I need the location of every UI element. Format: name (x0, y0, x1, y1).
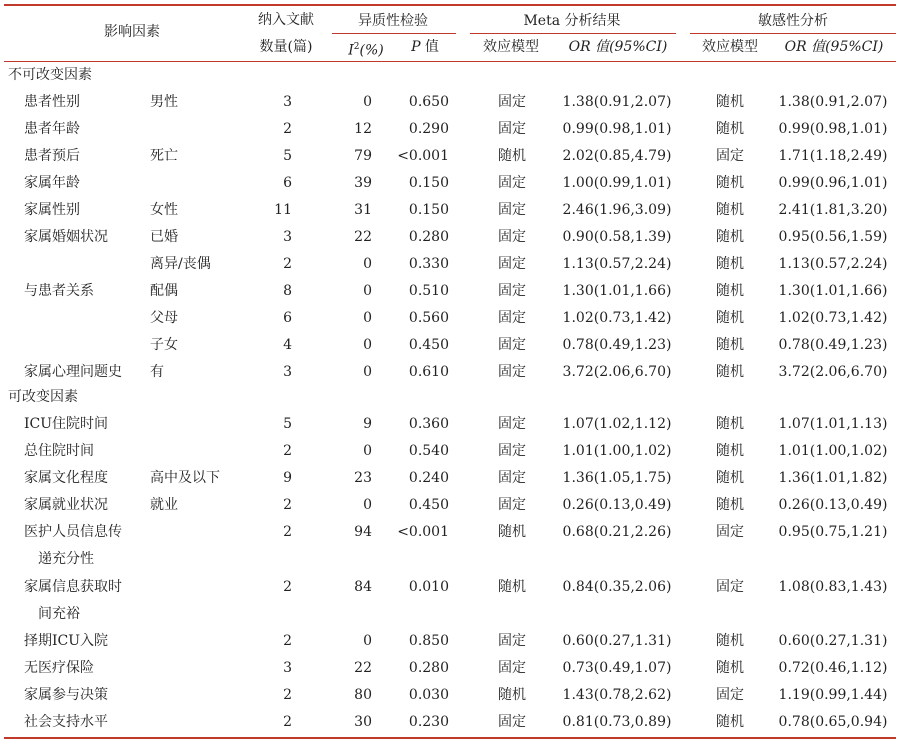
sens-model: 随机 (716, 497, 744, 513)
sens-model: 随机 (716, 714, 744, 730)
i2-value: 84 (354, 579, 372, 595)
header-factor: 影响因素 (104, 24, 160, 40)
subgroup: 已婚 (150, 229, 178, 245)
study-count: 2 (283, 633, 292, 649)
factor-name: ICU住院时间 (24, 416, 109, 432)
meta-or: 0.90(0.58,1.39) (562, 229, 672, 245)
i2-value: 80 (354, 687, 372, 703)
study-count: 6 (283, 175, 292, 191)
factor-name: 家属信息获取时 (24, 579, 122, 595)
meta-or: 1.30(1.01,1.66) (562, 283, 672, 299)
sens-or: 1.30(1.01,1.66) (778, 283, 888, 299)
sens-or: 1.01(1.00,1.02) (778, 443, 888, 459)
meta-underline (470, 33, 676, 34)
subgroup: 子女 (150, 337, 178, 353)
i2-value: 30 (354, 714, 372, 730)
sens-or: 0.95(0.75,1.21) (778, 524, 888, 540)
meta-or: 1.07(1.02,1.12) (562, 416, 672, 432)
meta-or: 0.60(0.27,1.31) (562, 633, 672, 649)
sens-or: 0.99(0.98,1.01) (778, 121, 888, 137)
bottom-rule (4, 737, 896, 739)
sens-model: 固定 (716, 524, 744, 540)
top-rule (4, 4, 896, 6)
sens-model: 随机 (716, 633, 744, 649)
header-i2 (348, 37, 384, 61)
p-value: 0.280 (408, 660, 449, 676)
subgroup: 男性 (150, 94, 178, 110)
factor-name: 患者预后 (24, 148, 80, 164)
meta-model: 固定 (498, 337, 526, 353)
meta-model: 固定 (498, 229, 526, 245)
i2-value: 0 (363, 256, 372, 272)
meta-model: 固定 (498, 121, 526, 137)
sens-or: 2.41(1.81,3.20) (778, 202, 888, 218)
meta-or: 1.43(0.78,2.62) (562, 687, 672, 703)
meta-model: 固定 (498, 175, 526, 191)
header-or-meta-rest: 值(95%CI) (590, 39, 668, 55)
meta-or: 0.26(0.13,0.49) (562, 497, 672, 513)
sens-or: 0.78(0.49,1.23) (778, 337, 888, 353)
i2-value: 22 (354, 229, 372, 245)
p-value: 0.540 (408, 443, 449, 459)
study-count: 2 (283, 579, 292, 595)
factor-name: 家属婚姻状况 (24, 229, 108, 245)
sens-model: 随机 (716, 202, 744, 218)
sens-model: 随机 (716, 229, 744, 245)
meta-model: 固定 (498, 633, 526, 649)
sens-or: 1.71(1.18,2.49) (778, 148, 888, 164)
meta-or: 2.46(1.96,3.09) (562, 202, 672, 218)
factor-name: 无医疗保险 (24, 660, 94, 676)
meta-model: 固定 (498, 714, 526, 730)
subgroup: 父母 (150, 310, 178, 326)
header-i2-unit: (%) (359, 42, 384, 59)
sens-or: 0.78(0.65,0.94) (778, 714, 888, 730)
meta-or: 0.99(0.98,1.01) (562, 121, 672, 137)
sens-or: 1.08(0.83,1.43) (778, 579, 888, 595)
meta-or: 2.02(0.85,4.79) (562, 148, 672, 164)
meta-model: 固定 (498, 443, 526, 459)
header-sens: 敏感性分析 (758, 13, 828, 29)
study-count: 5 (283, 416, 292, 432)
meta-or: 3.72(2.06,6.70) (562, 364, 672, 380)
p-value: 0.560 (408, 310, 449, 326)
group-label-nonmodifiable: 不可改变因素 (8, 67, 92, 83)
subgroup: 就业 (150, 497, 178, 513)
sens-model: 随机 (716, 470, 744, 486)
factor-name: 家属年龄 (24, 175, 80, 191)
sens-model: 随机 (716, 337, 744, 353)
factor-name-continued: 间充裕 (38, 606, 80, 622)
meta-or: 1.02(0.73,1.42) (562, 310, 672, 326)
study-count: 3 (283, 364, 292, 380)
subgroup: 离异/丧偶 (150, 256, 211, 272)
header-or-meta (569, 37, 668, 57)
sens-model: 随机 (716, 416, 744, 432)
meta-model: 固定 (498, 202, 526, 218)
hetero-underline (332, 33, 456, 34)
i2-value: 0 (363, 283, 372, 299)
study-count: 2 (283, 687, 292, 703)
header-i2-sup: 2 (353, 42, 360, 52)
sens-model: 随机 (716, 121, 744, 137)
meta-or: 0.68(0.21,2.26) (562, 524, 672, 540)
p-value: 0.610 (408, 364, 449, 380)
sens-or: 1.13(0.57,2.24) (778, 256, 888, 272)
meta-model: 固定 (498, 94, 526, 110)
sens-model: 固定 (716, 579, 744, 595)
sens-model: 随机 (716, 175, 744, 191)
study-count: 8 (283, 283, 292, 299)
study-count: 2 (283, 121, 292, 137)
i2-value: 22 (354, 660, 372, 676)
meta-or: 1.13(0.57,2.24) (562, 256, 672, 272)
p-value: 0.360 (408, 416, 449, 432)
meta-model: 固定 (498, 283, 526, 299)
p-value: <0.001 (397, 148, 449, 164)
factor-name: 家属文化程度 (24, 470, 108, 486)
subgroup: 女性 (150, 202, 178, 218)
i2-value: 0 (363, 94, 372, 110)
header-meta: Meta 分析结果 (523, 13, 621, 29)
meta-or: 1.00(0.99,1.01) (562, 175, 672, 191)
meta-or: 1.38(0.91,2.07) (562, 94, 672, 110)
factor-name: 社会支持水平 (24, 714, 108, 730)
meta-model: 随机 (498, 579, 526, 595)
header-rule (4, 61, 896, 62)
meta-or: 0.73(0.49,1.07) (562, 660, 672, 676)
sens-or: 0.72(0.46,1.12) (778, 660, 888, 676)
study-count: 3 (283, 660, 292, 676)
sens-or: 1.38(0.91,2.07) (778, 94, 888, 110)
p-value: 0.290 (408, 121, 449, 137)
sens-or: 0.95(0.56,1.59) (778, 229, 888, 245)
study-count: 2 (283, 497, 292, 513)
meta-model: 固定 (498, 310, 526, 326)
meta-model: 固定 (498, 470, 526, 486)
header-hetero: 异质性检验 (358, 13, 428, 29)
study-count: 3 (283, 94, 292, 110)
sens-or: 1.19(0.99,1.44) (778, 687, 888, 703)
meta-model: 固定 (498, 497, 526, 513)
sens-model: 随机 (716, 283, 744, 299)
sens-or: 1.36(1.01,1.82) (778, 470, 888, 486)
study-count: 3 (283, 229, 292, 245)
meta-or: 0.81(0.73,0.89) (562, 714, 672, 730)
sens-or: 1.02(0.73,1.42) (778, 310, 888, 326)
sens-model: 随机 (716, 256, 744, 272)
i2-value: 12 (354, 121, 372, 137)
header-n-lit-line2: 数量(篇) (259, 39, 313, 55)
study-count: 4 (283, 337, 292, 353)
factor-name: 患者性别 (24, 94, 80, 110)
i2-value: 0 (363, 364, 372, 380)
p-value: 0.280 (408, 229, 449, 245)
meta-model: 随机 (498, 524, 526, 540)
header-p-rest: 值 (420, 39, 439, 55)
sens-model: 随机 (716, 94, 744, 110)
study-count: 11 (274, 202, 292, 218)
header-n-lit-line1: 纳入文献 (258, 12, 314, 28)
sens-model: 随机 (716, 310, 744, 326)
i2-value: 39 (354, 175, 372, 191)
header-model-sens: 效应模型 (702, 39, 758, 55)
p-value: 0.150 (408, 175, 449, 191)
sens-or: 0.26(0.13,0.49) (778, 497, 888, 513)
p-value: 0.150 (408, 202, 449, 218)
i2-value: 23 (354, 470, 372, 486)
study-count: 9 (283, 470, 292, 486)
i2-value: 31 (354, 202, 372, 218)
i2-value: 0 (363, 497, 372, 513)
header-or-sens (785, 37, 884, 57)
i2-value: 0 (363, 310, 372, 326)
p-value: 0.240 (408, 470, 449, 486)
p-value: 0.330 (408, 256, 449, 272)
p-value: 0.010 (408, 579, 449, 595)
sens-model: 随机 (716, 660, 744, 676)
factor-name: 家属参与决策 (24, 687, 108, 703)
subgroup: 高中及以下 (150, 470, 220, 486)
header-or-sens-letter: OR (784, 39, 807, 55)
sens-or: 3.72(2.06,6.70) (778, 364, 888, 380)
sens-or: 0.99(0.96,1.01) (778, 175, 888, 191)
factor-name: 家属就业状况 (24, 497, 108, 513)
sens-underline (690, 33, 896, 34)
factor-name: 总住院时间 (24, 443, 94, 459)
p-value: 0.450 (408, 337, 449, 353)
p-value: 0.230 (408, 714, 449, 730)
sens-or: 1.07(1.01,1.13) (778, 416, 888, 432)
meta-model: 固定 (498, 416, 526, 432)
factor-name: 家属心理问题史 (24, 364, 122, 380)
i2-value: 0 (363, 633, 372, 649)
study-count: 5 (283, 148, 292, 164)
p-value: 0.450 (408, 497, 449, 513)
p-value: 0.510 (408, 283, 449, 299)
sens-model: 固定 (716, 687, 744, 703)
i2-value: 94 (354, 524, 372, 540)
i2-value: 79 (354, 148, 372, 164)
p-value: 0.030 (408, 687, 449, 703)
factor-name: 家属性别 (24, 202, 80, 218)
meta-or: 0.78(0.49,1.23) (562, 337, 672, 353)
header-model-meta: 效应模型 (483, 39, 539, 55)
p-value: <0.001 (397, 524, 449, 540)
header-p (411, 37, 439, 57)
subgroup: 配偶 (150, 283, 178, 299)
study-count: 2 (283, 524, 292, 540)
study-count: 2 (283, 443, 292, 459)
i2-value: 0 (363, 337, 372, 353)
header-or-meta-letter: OR (568, 39, 591, 55)
factor-name: 择期ICU入院 (24, 633, 109, 649)
i2-value: 9 (363, 416, 372, 432)
sens-model: 随机 (716, 364, 744, 380)
meta-or: 1.01(1.00,1.02) (562, 443, 672, 459)
header-i2-letter: I (348, 42, 354, 59)
meta-model: 随机 (498, 687, 526, 703)
subgroup: 死亡 (150, 148, 178, 164)
p-value: 0.850 (408, 633, 449, 649)
meta-or: 1.36(1.05,1.75) (562, 470, 672, 486)
factor-name: 医护人员信息传 (24, 524, 122, 540)
p-value: 0.650 (408, 94, 449, 110)
meta-or: 0.84(0.35,2.06) (562, 579, 672, 595)
sens-model: 固定 (716, 148, 744, 164)
meta-model: 固定 (498, 364, 526, 380)
factor-name: 与患者关系 (24, 283, 94, 299)
factor-name-continued: 递充分性 (38, 551, 94, 567)
subgroup: 有 (150, 364, 164, 380)
sens-model: 随机 (716, 443, 744, 459)
header-or-sens-rest: 值(95%CI) (806, 39, 884, 55)
study-count: 2 (283, 256, 292, 272)
meta-model: 随机 (498, 148, 526, 164)
meta-model: 固定 (498, 660, 526, 676)
group-label-modifiable: 可改变因素 (8, 389, 78, 405)
study-count: 6 (283, 310, 292, 326)
meta-model: 固定 (498, 256, 526, 272)
header-p-letter: P (411, 39, 421, 55)
factor-name: 患者年龄 (24, 121, 80, 137)
sens-or: 0.60(0.27,1.31) (778, 633, 888, 649)
study-count: 2 (283, 714, 292, 730)
i2-value: 0 (363, 443, 372, 459)
